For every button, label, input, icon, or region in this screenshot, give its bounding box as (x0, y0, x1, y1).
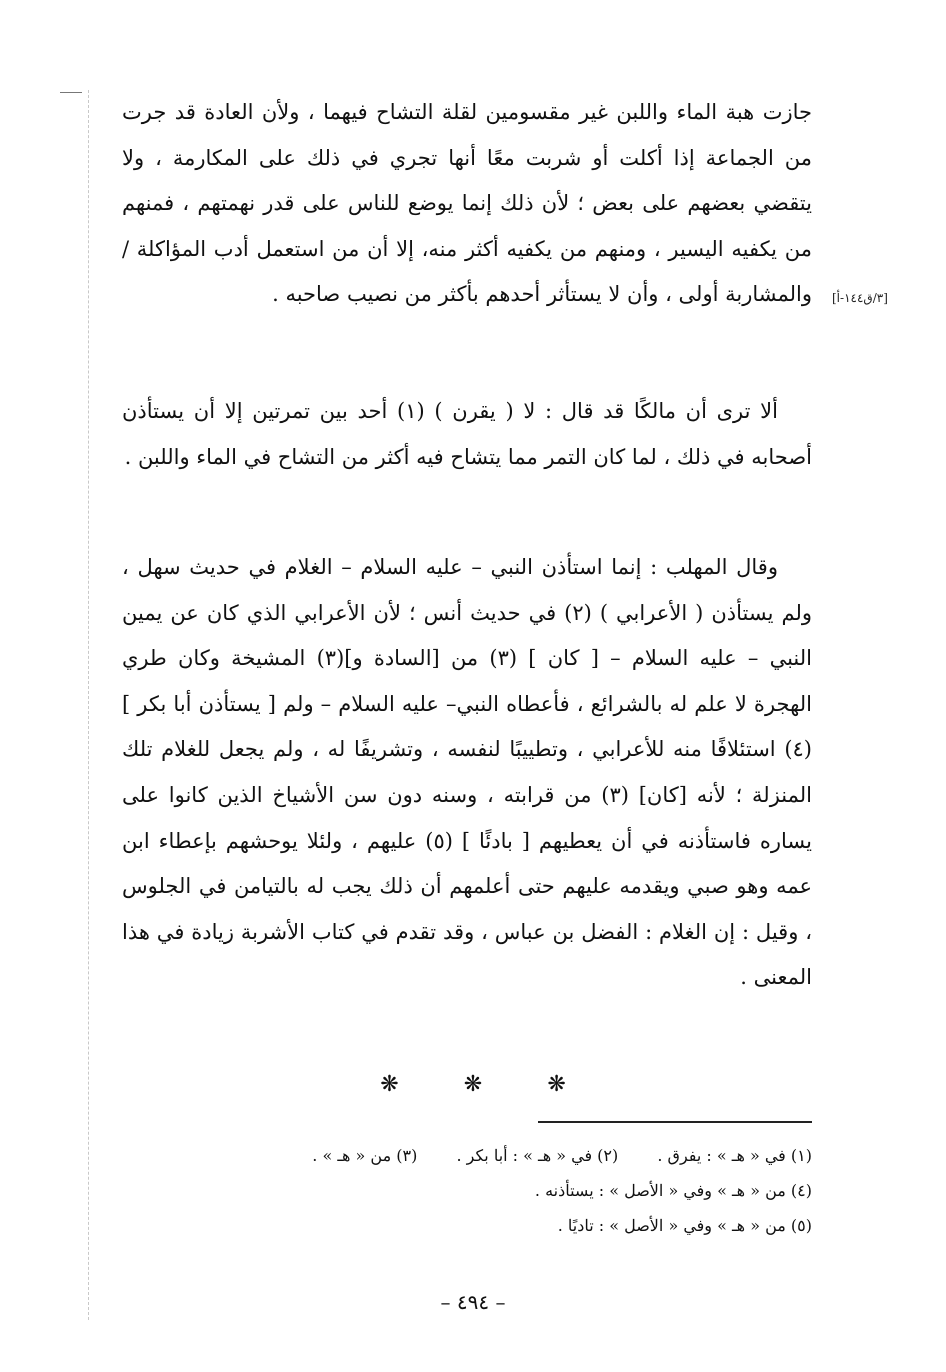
paragraph-3-block (122, 545, 812, 1001)
scan-margin-line (88, 90, 90, 1320)
footnote-2: (٢) في « هـ » : أبا بكر . (456, 1146, 619, 1165)
paragraph-1: جازت هبة الماء واللبن غير مقسومين لقلة التشاح فيهما ، ولأن العادة قد جرت من الجماعة إذا أكلت أو شربت معًا أنها تجري في ذلك على المكارمة ، ولا يتقضي بعضهم على بعض ؛ لأن ذلك إنما يوضع للناس على قدر نهمتهم ، فمنهم من يكفيه اليسير ، ومنهم من يكفيه أكثر منه، إلا أن من استعمل أدب المؤاكلة / والمشاربة أولى ، وأن لا يستأثر أحدهم بأكثر من نصيب صاحبه . (122, 100, 812, 307)
footnote-row (150, 1138, 812, 1173)
asterism-mark: ❋ (547, 1072, 566, 1097)
manuscript-folio-note: [٣/ق١٤٤-أ] (832, 291, 888, 305)
footnote-divider (538, 1121, 812, 1123)
paragraph-2: ألا ترى أن مالكًا قد قال : لا ( يقرن ) (١) أحد بين تمرتين إلا أن يستأذن أصحابه في ذلك ، لما كان التمر مما يتشاح فيه أكثر من التشاح في الماء واللبن . (122, 399, 812, 469)
paragraph-2-block (122, 389, 812, 480)
footnotes (150, 1138, 812, 1243)
footnote-4: (٤) من « هـ » وفي « الأصل » : يستأذنه . (534, 1181, 812, 1200)
page-number: – ٤٩٤ – (440, 1290, 506, 1314)
paragraph-3: وقال المهلب : إنما استأذن النبي – عليه السلام – الغلام في حديث سهل ، ولم يستأذن ( الأعرابي ) (٢) في حديث أنس ؛ لأن الأعرابي الذي كان عن يمين النبي – عليه السلام – [ كان ] (٣) من [السادة و](٣) المشيخة وكان طري الهجرة لا علم له بالشرائع ، فأعطاه النبي– عليه السلام – ولم [ يستأذن أبا بكر ] (٤) استئلافًا منه للأعرابي ، وتطييبًا لنفسه ، وتشريفًا له ، ولم يجعل للغلام تلك المنزلة ؛ لأنه [كان] (٣) من قرابته ، وسنه دون سن الأشياخ الذين كانوا على يساره فاستأذنه في أن يعطيهم [ بادئًا ] (٥) عليهم ، ولئلا يوحشهم بإعطاء ابن عمه وهو صبي ويقدمه عليهم حتى أعلمهم أن ذلك يجب له بالتيامن في الجلوس ، وقيل : إن الغلام : الفضل بن عباس ، وقد تقدم في كتاب الأشربة زيادة في هذا المعنى . (122, 555, 812, 990)
footnote-5: (٥) من « هـ » وفي « الأصل » : تاديًا . (557, 1216, 812, 1235)
asterism-mark: ❋ (463, 1072, 483, 1097)
asterism-mark: ❋ (380, 1072, 399, 1097)
corner-mark (60, 92, 82, 93)
section-separator (0, 1072, 946, 1097)
footnote-1: (١) في « هـ » : يفرق . (657, 1146, 812, 1165)
footnote-3: (٣) من « هـ » . (312, 1146, 418, 1165)
paragraph-1-block (122, 90, 812, 318)
